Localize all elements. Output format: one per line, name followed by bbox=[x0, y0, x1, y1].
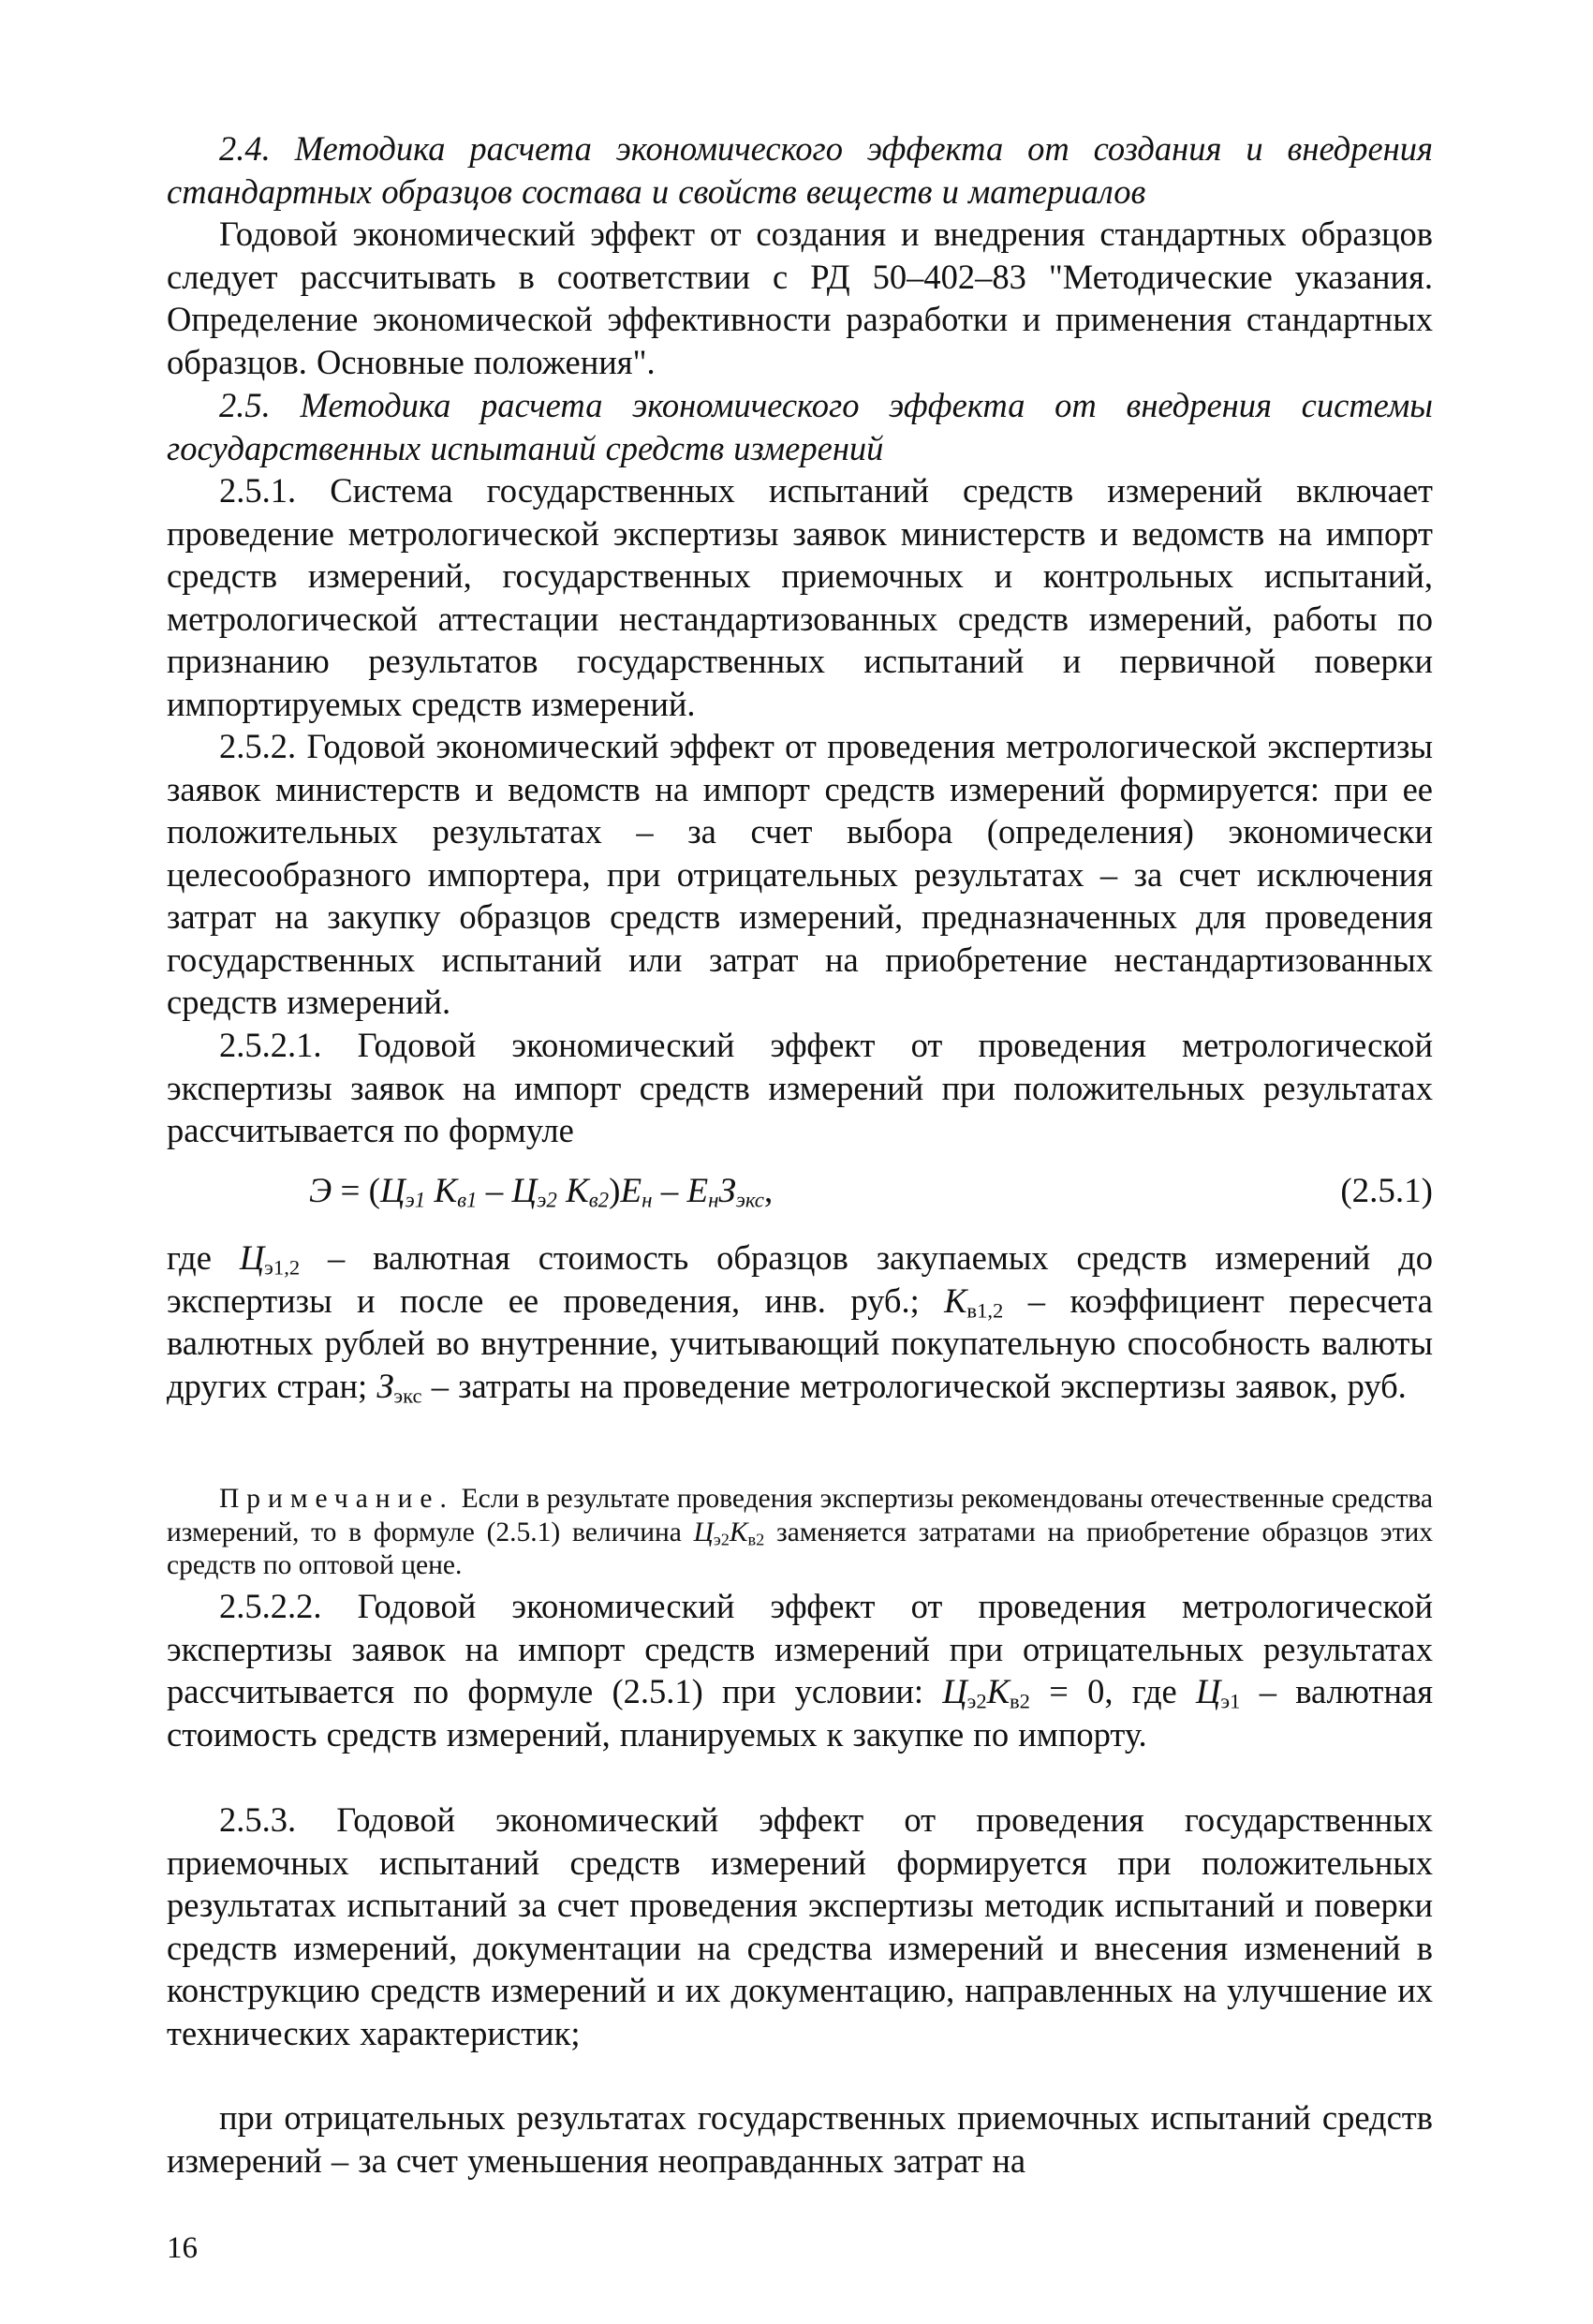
note-label: Примечание. bbox=[219, 1484, 454, 1514]
page-number: 16 bbox=[167, 2231, 198, 2265]
section-heading-2-4: 2.4. Методика расчета экономического эффекта от создания и внедрения стандартных образцов состава и свойств веществ и материалов bbox=[167, 129, 1433, 211]
paragraph-continuation: при отрицательных результатах государственных приемочных испытаний средств измерений – за счет уменьшения неоправданных затрат на bbox=[167, 2098, 1433, 2180]
section-heading-2-5: 2.5. Методика расчета экономического эффекта от внедрения системы государственных испытаний средств измерений bbox=[167, 386, 1433, 467]
paragraph-2-5-2-1: 2.5.2.1. Годовой экономический эффект от проведения метрологической экспертизы заявок на импорт средств измерений при положительных результатах рассчитывается по формуле bbox=[167, 1026, 1433, 1149]
paragraph-2-5-3: 2.5.3. Годовой экономический эффект от проведения государственных приемочных испытаний средств измерений формируется при положительных результатах испытаний за счет проведения экспертизы методик испытаний и поверки средств измерений, документации на средства измерений и внесения изменений в конструкцию средств измерений и их документацию, направленных на улучшение их технических характеристик; bbox=[167, 1800, 1433, 2052]
formula-number: (2.5.1) bbox=[1340, 1172, 1433, 1210]
formula-legend: где $Ц_{э1,2}$ – валютная стоимость образцов закупаемых средств измерений до экспертизы и после ее проведения, инв. руб.; $К_{в1,2}$ – коэффициент пересчета валютных рублей во внутренние, учитывающий покупательную способность валюты других стран; $З_{экс}$ – затраты на проведение метрологической экспертизы заявок, руб. bbox=[167, 1238, 1433, 1408]
paragraph-2-5-2-2: 2.5.2.2. Годовой экономический эффект от проведения метрологической экспертизы заявок на импорт средств измерений при отрицательных результатах рассчитывается по формуле (2.5.1) при условии: $Ц_{э2}К_{в2} = 0$, где $Ц_{э1}$ – валютная стоимость средств измерений, планируемых к закупке по импорту. bbox=[167, 1587, 1433, 1754]
paragraph-2-5-1: 2.5.1. Система государственных испытаний средств измерений включает проведение метрологической экспертизы заявок министерств и ведомств на импорт средств измерений, государственных приемочных и контрольных испытаний, метрологической аттестации нестандартизованных средств измерений, работы по признанию результатов государственных испытаний и первичной поверки импортируемых средств измерений. bbox=[167, 471, 1433, 723]
paragraph-2-5-2: 2.5.2. Годовой экономический эффект от проведения метрологической экспертизы заявок министерств и ведомств на импорт средств измерений формируется: при ее положительных результатах – за счет выбора (определения) экономически целесообразного импортера, при отрицательных результатах – за счет исключения затрат на закупку образцов средств измерений, предназначенных для проведения государственных испытаний или затрат на приобретение нестандартизованных средств измерений. bbox=[167, 727, 1433, 1021]
paragraph-2-4: Годовой экономический эффект от создания и внедрения стандартных образцов следует рассчитывать в соответствии с РД 50–402–83 "Методические указания. Определение экономической эффективности разработки и применения стандартных образцов. Основные положения". bbox=[167, 215, 1433, 381]
formula-expression: $Э = (Ц_{э1}$ $К_{в1} - Ц_{э2}$ $К_{в2})Е_н - Е_нЗ_{экс}$, bbox=[309, 1172, 774, 1212]
formula-2-5-1 bbox=[309, 1168, 1433, 1224]
note-block: Примечание. Если в результате проведения экспертизы рекомендованы отечественные средства измерений, то в формуле (2.5.1) величина $Ц_{э2}К_{в2}$ заменяется затратами на приобретение образцов этих средств по оптовой цене. bbox=[167, 1484, 1433, 1580]
